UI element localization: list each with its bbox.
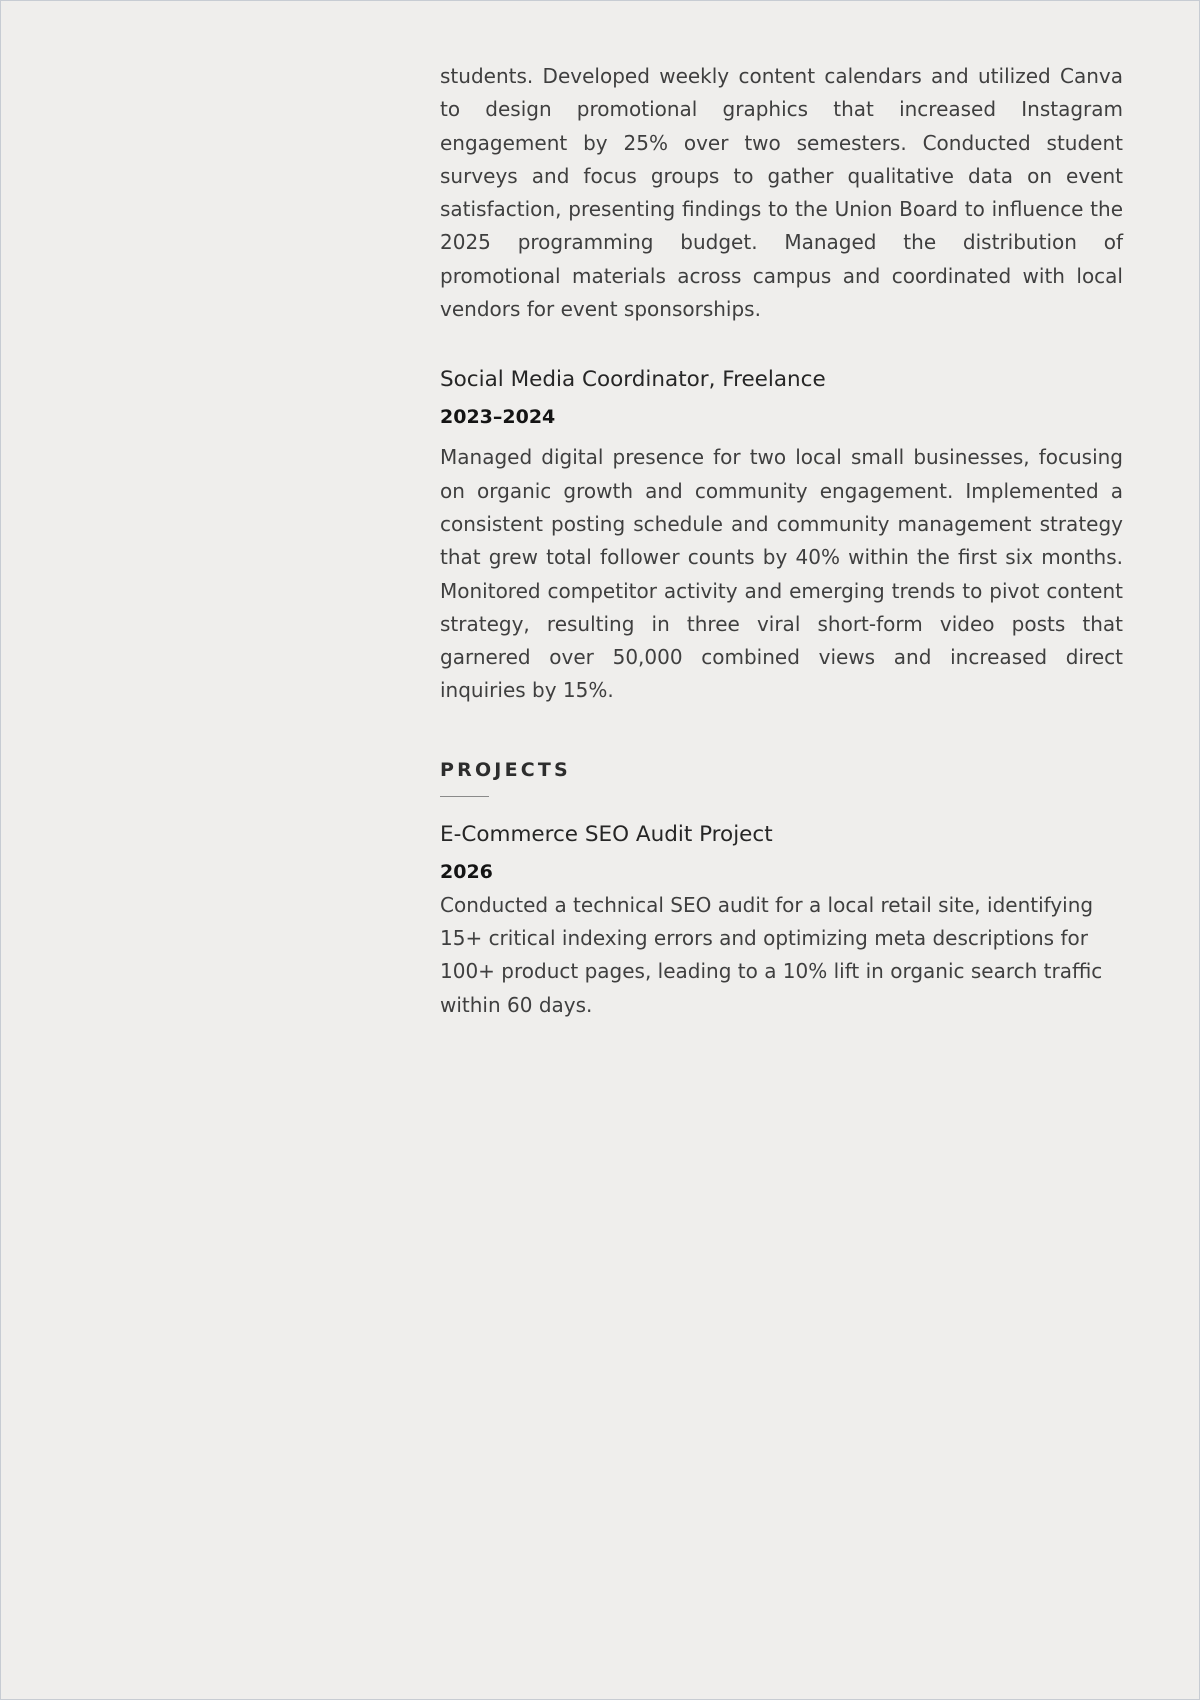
main-column	[440, 60, 1123, 1022]
project-entry	[440, 820, 1123, 1022]
section-divider	[440, 796, 489, 797]
project-description: Conducted a technical SEO audit for a local retail site, identifying 15+ critical indexing errors and optimizing meta descriptions for 100+ product pages, leading to a 10% lift in organic search traffic within 60 days.	[440, 892, 1103, 1017]
projects-heading: PROJECTS	[440, 758, 571, 781]
experience-entry-description: Managed digital presence for two local small businesses, focusing on organic growth and community engagement. Implemented a consistent posting schedule and community management strategy that grew total follower counts by 40% within the first six months. Monitored competitor activity and emerging trends to pivot content strategy, resulting in three viral short-form video posts that garnered over 50,000 combined views and increased direct inquiries by 15%.	[440, 445, 1123, 703]
project-title: E-Commerce SEO Audit Project	[440, 821, 773, 847]
projects-section	[440, 756, 1123, 1022]
experience-entry	[440, 365, 1123, 707]
experience-entry-dates: 2023–2024	[440, 406, 556, 429]
project-dates: 2026	[440, 860, 493, 883]
experience-entry-title: Social Media Coordinator, Freelance	[440, 367, 826, 393]
experience-description-continued: students. Developed weekly content calendars and utilized Canva to design promotional graphics that increased Instagram engagement by 25% over two semesters. Conducted student surveys and focus groups to gather qualitative data on event satisfaction, presenting findings to the Union Board to influence the 2025 programming budget. Managed the distribution of promotional materials across campus and coordinated with local vendors for event sponsorships.	[440, 64, 1123, 322]
